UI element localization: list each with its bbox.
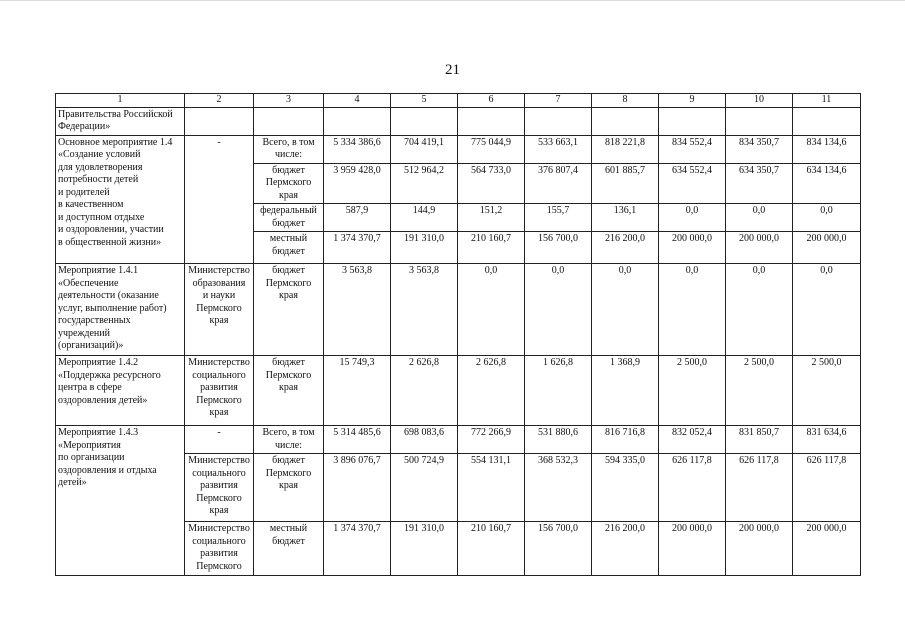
value-cell: 2 626,8 bbox=[391, 356, 458, 426]
value-cell: 155,7 bbox=[525, 204, 592, 232]
value-cell: 831 634,6 bbox=[793, 426, 861, 454]
budget-table bbox=[55, 93, 861, 576]
text-line: Пермского края bbox=[265, 369, 312, 393]
text-line: Министерство bbox=[188, 357, 250, 368]
scan-edge-line bbox=[0, 0, 905, 1]
text-line: Всего, в том bbox=[262, 427, 315, 438]
value-cell: 376 807,4 bbox=[525, 163, 592, 204]
value-cell: 200 000,0 bbox=[659, 522, 726, 576]
value-cell: 200 000,0 bbox=[659, 232, 726, 264]
text-line: Министерство bbox=[188, 455, 250, 466]
text-line: деятельности (оказание bbox=[58, 290, 159, 301]
value-cell: 554 131,1 bbox=[458, 454, 525, 522]
value-cell: 818 221,8 bbox=[592, 135, 659, 163]
text-line: местный bbox=[269, 233, 308, 244]
text-line: бюджет bbox=[272, 265, 305, 276]
value-cell: 3 563,8 bbox=[391, 264, 458, 356]
text-line: социального bbox=[192, 535, 246, 547]
value-cell: 0,0 bbox=[659, 264, 726, 356]
value-cell: 216 200,0 bbox=[592, 232, 659, 264]
column-number: 4 bbox=[324, 94, 391, 108]
text-line: «Обеспечение bbox=[58, 277, 119, 289]
text-line: «Поддержка ресурсного bbox=[58, 369, 161, 381]
column-number: 6 bbox=[458, 94, 525, 108]
value-cell: 626 117,8 bbox=[659, 454, 726, 522]
text-line: бюджет bbox=[272, 357, 305, 368]
text-line: (организаций)» bbox=[58, 340, 124, 351]
text-line: оздоровления и отдыха bbox=[58, 464, 157, 476]
value-cell: 834 552,4 bbox=[659, 135, 726, 163]
value-cell: 1 374 370,7 bbox=[324, 232, 391, 264]
text-line: края bbox=[209, 315, 229, 326]
value-cell: 1 626,8 bbox=[525, 356, 592, 426]
column-number: 5 bbox=[391, 94, 458, 108]
text-line: развития bbox=[200, 382, 238, 393]
value-cell: 2 500,0 bbox=[793, 356, 861, 426]
value-cell: 0,0 bbox=[592, 264, 659, 356]
value-cell: 0,0 bbox=[458, 264, 525, 356]
source-cell bbox=[254, 264, 324, 356]
text-line: и оздоровлении, участии bbox=[58, 224, 164, 235]
source-cell bbox=[254, 232, 324, 264]
text-line: бюджет bbox=[272, 164, 305, 176]
text-line: бюджет bbox=[272, 535, 305, 547]
source-cell bbox=[254, 135, 324, 163]
text-line: бюджет bbox=[272, 217, 305, 229]
value-cell: 5 314 485,6 bbox=[324, 426, 391, 454]
activity-name-cell bbox=[56, 107, 185, 135]
text-line: в качественном bbox=[58, 199, 124, 210]
text-line: числе: bbox=[274, 149, 303, 160]
value-cell: 1 374 370,7 bbox=[324, 522, 391, 576]
source-cell bbox=[254, 204, 324, 232]
column-number-row bbox=[56, 94, 861, 108]
value-cell: 3 896 076,7 bbox=[324, 454, 391, 522]
column-number: 7 bbox=[525, 94, 592, 108]
column-number: 1 bbox=[56, 94, 185, 108]
value-cell: 216 200,0 bbox=[592, 522, 659, 576]
text-line: учреждений bbox=[58, 327, 110, 339]
executor-cell: - bbox=[185, 135, 254, 264]
value-cell: 191 310,0 bbox=[391, 232, 458, 264]
text-line: Мероприятие 1.4.3 bbox=[58, 427, 139, 438]
value-cell: 136,1 bbox=[592, 204, 659, 232]
page-number: 21 bbox=[445, 62, 460, 78]
value-cell: 200 000,0 bbox=[793, 232, 861, 264]
column-number: 9 bbox=[659, 94, 726, 108]
text-line: Всего, в том bbox=[262, 136, 315, 148]
value-cell: 0,0 bbox=[726, 264, 793, 356]
value-cell: 144,9 bbox=[391, 204, 458, 232]
value-cell: 587,9 bbox=[324, 204, 391, 232]
text-line: Основное мероприятие 1.4 bbox=[58, 136, 173, 148]
text-line: Пермского bbox=[196, 492, 242, 504]
text-line: «Мероприятия bbox=[58, 439, 121, 451]
text-line: социального bbox=[192, 467, 246, 479]
value-cell: 200 000,0 bbox=[793, 522, 861, 576]
value-cell: 626 117,8 bbox=[726, 454, 793, 522]
value-cell: 3 563,8 bbox=[324, 264, 391, 356]
activity-name-cell bbox=[56, 426, 185, 576]
table-row bbox=[56, 135, 861, 163]
value-cell: 156 700,0 bbox=[525, 522, 592, 576]
value-cell: 0,0 bbox=[793, 264, 861, 356]
text-line: Пермского bbox=[196, 560, 242, 572]
text-line: Министерство bbox=[188, 523, 250, 534]
table-row bbox=[56, 107, 861, 135]
executor-cell bbox=[185, 522, 254, 576]
executor-cell: - bbox=[185, 426, 254, 454]
text-line: и родителей bbox=[58, 186, 110, 198]
value-cell: 500 724,9 bbox=[391, 454, 458, 522]
value-cell: 3 959 428,0 bbox=[324, 163, 391, 204]
source-cell bbox=[254, 522, 324, 576]
value-cell: 0,0 bbox=[525, 264, 592, 356]
text-line: государственных bbox=[58, 315, 131, 326]
table-row bbox=[56, 356, 861, 426]
value-cell: 2 500,0 bbox=[659, 356, 726, 426]
value-cell: 601 885,7 bbox=[592, 163, 659, 204]
value-cell: 15 749,3 bbox=[324, 356, 391, 426]
text-line: Пермского bbox=[196, 394, 242, 406]
text-line: детей» bbox=[58, 477, 87, 488]
text-line: Федерации» bbox=[58, 121, 111, 132]
table-row bbox=[56, 426, 861, 454]
executor-cell bbox=[185, 454, 254, 522]
text-line: Пермского края bbox=[265, 467, 312, 491]
value-cell: 210 160,7 bbox=[458, 522, 525, 576]
text-line: образования bbox=[192, 277, 246, 289]
text-line: «Создание условий bbox=[58, 149, 141, 160]
text-line: бюджет bbox=[272, 455, 305, 466]
value-cell: 634 552,4 bbox=[659, 163, 726, 204]
text-line: местный bbox=[269, 523, 308, 534]
value-cell: 564 733,0 bbox=[458, 163, 525, 204]
text-line: Мероприятие 1.4.1 bbox=[58, 265, 139, 276]
text-line: социального bbox=[192, 369, 246, 381]
value-cell: 533 663,1 bbox=[525, 135, 592, 163]
text-line: развития bbox=[200, 548, 238, 559]
text-line: Правительства Российской bbox=[58, 108, 173, 120]
value-cell: 368 532,3 bbox=[525, 454, 592, 522]
text-line: числе: bbox=[274, 439, 303, 451]
text-line: Пермского края bbox=[265, 277, 312, 301]
text-line: бюджет bbox=[272, 245, 305, 257]
value-cell: 0,0 bbox=[659, 204, 726, 232]
column-number: 10 bbox=[726, 94, 793, 108]
column-number: 2 bbox=[185, 94, 254, 108]
text-line: в общественной жизни» bbox=[58, 236, 162, 248]
table-row bbox=[56, 264, 861, 356]
value-cell: 191 310,0 bbox=[391, 522, 458, 576]
value-cell: 1 368,9 bbox=[592, 356, 659, 426]
text-line: Мероприятие 1.4.2 bbox=[58, 357, 139, 368]
value-cell: 210 160,7 bbox=[458, 232, 525, 264]
text-line: и науки bbox=[202, 290, 236, 301]
value-cell: 834 134,6 bbox=[793, 135, 861, 163]
value-cell: 704 419,1 bbox=[391, 135, 458, 163]
source-cell bbox=[254, 163, 324, 204]
value-cell: 200 000,0 bbox=[726, 232, 793, 264]
text-line: потребности детей bbox=[58, 174, 139, 185]
source-cell bbox=[254, 426, 324, 454]
activity-name-cell bbox=[56, 356, 185, 426]
value-cell: 512 964,2 bbox=[391, 163, 458, 204]
value-cell: 156 700,0 bbox=[525, 232, 592, 264]
text-line: федеральный bbox=[260, 205, 317, 216]
text-line: Пермского bbox=[196, 302, 242, 314]
value-cell: 151,2 bbox=[458, 204, 525, 232]
text-line: для удовлетворения bbox=[58, 161, 143, 173]
value-cell: 832 052,4 bbox=[659, 426, 726, 454]
value-cell: 2 626,8 bbox=[458, 356, 525, 426]
text-line: оздоровления детей» bbox=[58, 394, 148, 406]
text-line: края bbox=[209, 505, 229, 516]
value-cell: 531 880,6 bbox=[525, 426, 592, 454]
activity-name-cell bbox=[56, 264, 185, 356]
text-line: Пермского края bbox=[265, 177, 312, 201]
source-cell bbox=[254, 454, 324, 522]
text-line: по организации bbox=[58, 452, 125, 463]
text-line: центра в сфере bbox=[58, 382, 122, 393]
executor-cell bbox=[185, 264, 254, 356]
value-cell: 2 500,0 bbox=[726, 356, 793, 426]
value-cell: 634 350,7 bbox=[726, 163, 793, 204]
column-number: 8 bbox=[592, 94, 659, 108]
text-line: Министерство bbox=[188, 265, 250, 276]
value-cell: 594 335,0 bbox=[592, 454, 659, 522]
executor-cell bbox=[185, 356, 254, 426]
value-cell: 0,0 bbox=[726, 204, 793, 232]
value-cell: 626 117,8 bbox=[793, 454, 861, 522]
value-cell: 634 134,6 bbox=[793, 163, 861, 204]
value-cell: 775 044,9 bbox=[458, 135, 525, 163]
value-cell: 831 850,7 bbox=[726, 426, 793, 454]
text-line: края bbox=[209, 407, 229, 418]
text-line: и доступном отдыхе bbox=[58, 211, 145, 223]
text-line: развития bbox=[200, 480, 238, 491]
source-cell bbox=[254, 356, 324, 426]
value-cell: 0,0 bbox=[793, 204, 861, 232]
value-cell: 834 350,7 bbox=[726, 135, 793, 163]
value-cell: 5 334 386,6 bbox=[324, 135, 391, 163]
column-number: 3 bbox=[254, 94, 324, 108]
value-cell: 772 266,9 bbox=[458, 426, 525, 454]
value-cell: 698 083,6 bbox=[391, 426, 458, 454]
value-cell: 200 000,0 bbox=[726, 522, 793, 576]
activity-name-cell bbox=[56, 135, 185, 264]
text-line: услуг, выполнение работ) bbox=[58, 302, 167, 314]
column-number: 11 bbox=[793, 94, 861, 108]
value-cell: 816 716,8 bbox=[592, 426, 659, 454]
